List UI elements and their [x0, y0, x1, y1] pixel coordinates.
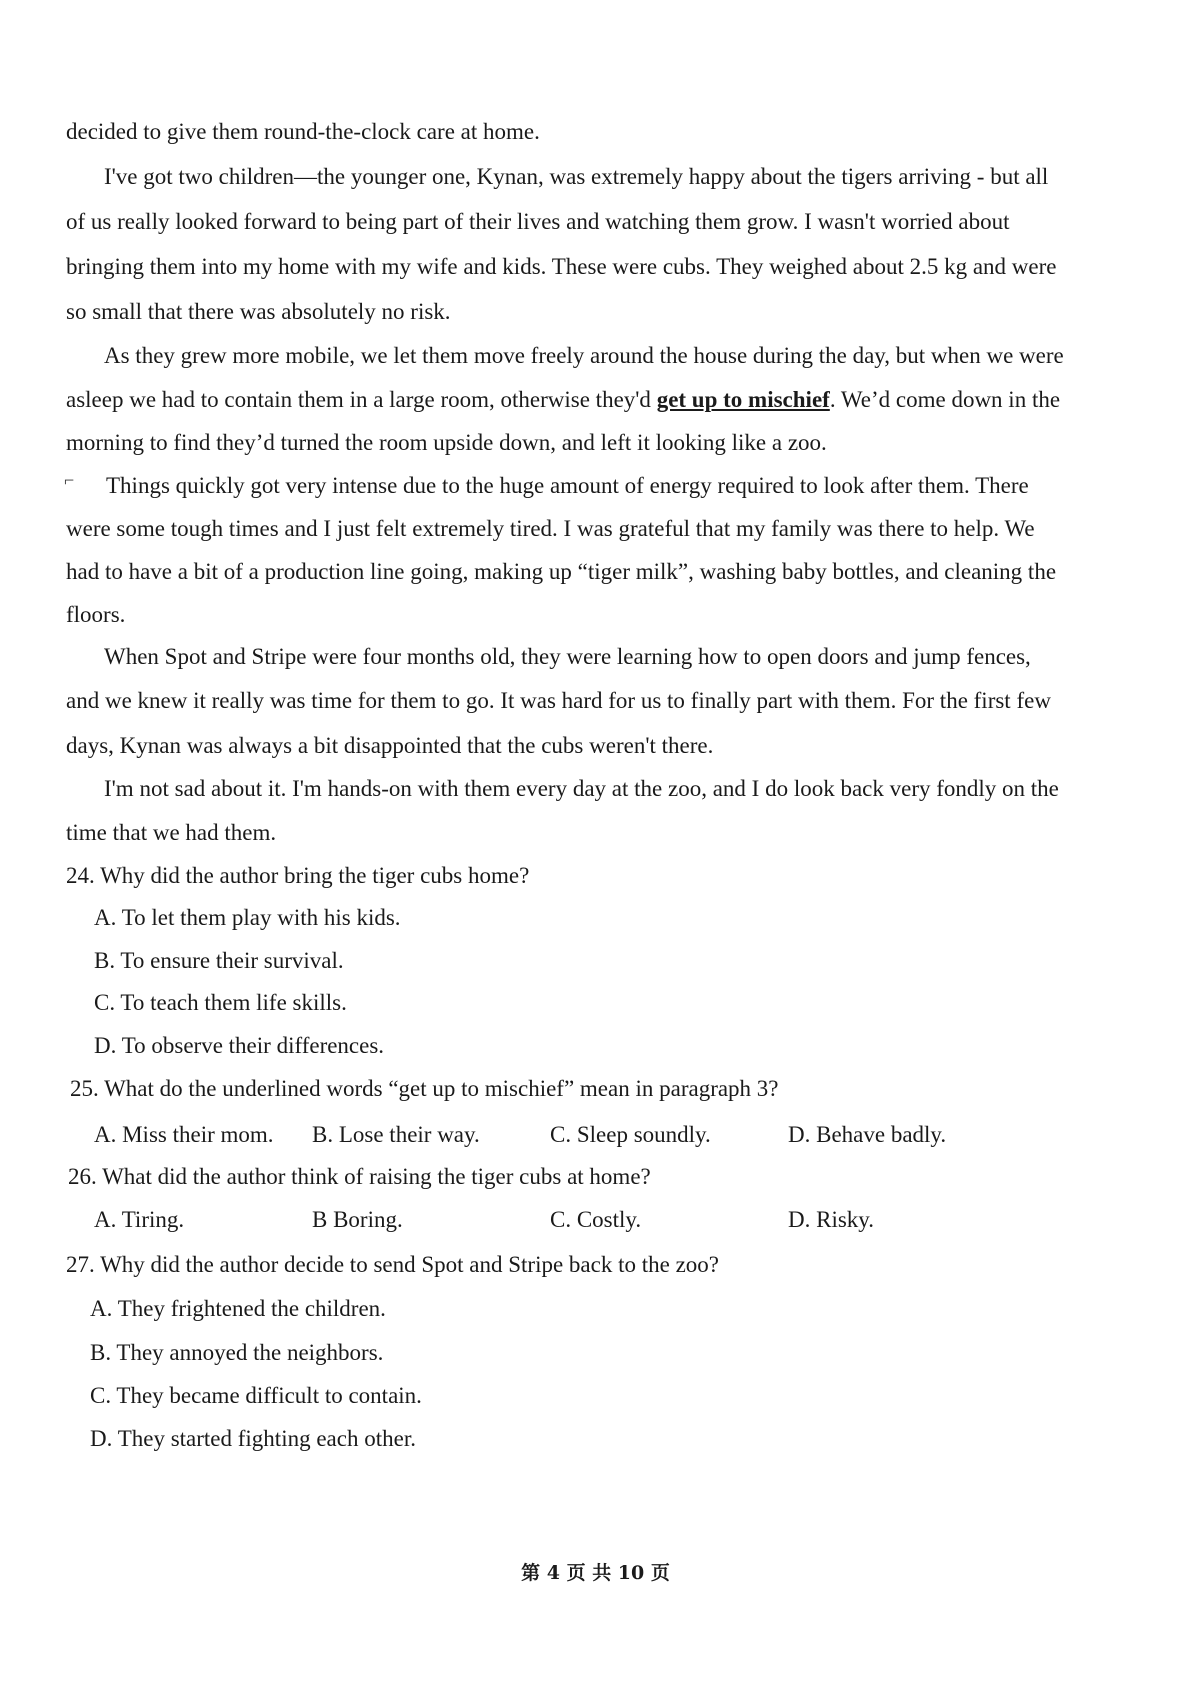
question-25-option-c: C. Sleep soundly.: [550, 1122, 711, 1147]
question-26-option-d: D. Risky.: [788, 1207, 875, 1232]
question-25-stem: 25. What do the underlined words “get up to mischief” mean in paragraph 3?: [70, 1076, 779, 1101]
question-24-option-a: A. To let them play with his kids.: [94, 905, 401, 930]
question-27-stem: 27. Why did the author decide to send Spot and Stripe back to the zoo?: [66, 1252, 720, 1277]
passage-line-7-start: asleep we had to contain them in a large room, otherwise they'd: [66, 387, 657, 412]
question-25-option-d: D. Behave badly.: [788, 1122, 947, 1147]
passage-line-8: morning to find they’d turned the room upside down, and left it looking like a zoo.: [66, 430, 827, 455]
passage-line-13: When Spot and Stripe were four months old, they were learning how to open doors and jump fences,: [104, 644, 1031, 669]
passage-line-2: I've got two children—the younger one, Kynan, was extremely happy about the tigers arriving - but all: [104, 164, 1049, 189]
passage-line-6: As they grew more mobile, we let them move freely around the house during the day, but when we were: [104, 343, 1064, 368]
question-27-option-b: B. They annoyed the neighbors.: [90, 1340, 384, 1365]
question-24-option-c: C. To teach them life skills.: [94, 990, 347, 1015]
passage-line-17: time that we had them.: [66, 820, 277, 845]
question-27-option-d: D. They started fighting each other.: [90, 1426, 416, 1451]
underlined-phrase: get up to mischief: [656, 387, 830, 412]
question-25-option-a: A. Miss their mom.: [94, 1122, 274, 1147]
passage-line-5: so small that there was absolutely no risk.: [66, 299, 451, 324]
question-26-stem: 26. What did the author think of raising the tiger cubs at home?: [68, 1164, 651, 1189]
page-number-footer: 第 4 页 共 10 页: [521, 1562, 670, 1584]
passage-line-10: were some tough times and I just felt extremely tired. I was grateful that my family was there to help. We: [66, 516, 1035, 541]
pen-mark: ⌐: [64, 470, 75, 490]
question-24-stem: 24. Why did the author bring the tiger cubs home?: [66, 863, 530, 888]
passage-line-1: decided to give them round-the-clock care at home.: [66, 119, 540, 144]
question-27-option-c: C. They became difficult to contain.: [90, 1383, 422, 1408]
question-24-option-d: D. To observe their differences.: [94, 1033, 385, 1058]
passage-line-7-end: . We’d come down in the: [829, 387, 1061, 412]
passage-line-15: days, Kynan was always a bit disappointed that the cubs weren't there.: [66, 733, 714, 758]
passage-line-7: [66, 385, 1060, 415]
question-25-option-b: B. Lose their way.: [312, 1122, 480, 1147]
passage-line-3: of us really looked forward to being part of their lives and watching them grow. I wasn't worried about: [66, 209, 1010, 234]
question-27-option-a: A. They frightened the children.: [90, 1296, 386, 1321]
passage-line-4: bringing them into my home with my wife and kids. These were cubs. They weighed about 2.5 kg and were: [66, 254, 1057, 279]
passage-line-16: I'm not sad about it. I'm hands-on with them every day at the zoo, and I do look back very fondly on the: [104, 776, 1059, 801]
passage-line-9: Things quickly got very intense due to the huge amount of energy required to look after them. There: [106, 473, 1029, 498]
question-24-option-b: B. To ensure their survival.: [94, 948, 344, 973]
passage-line-12: floors.: [66, 602, 126, 627]
passage-line-11: had to have a bit of a production line going, making up “tiger milk”, washing baby bottles, and cleaning the: [66, 559, 1057, 584]
question-26-option-c: C. Costly.: [550, 1207, 642, 1232]
question-26-option-b: B Boring.: [312, 1207, 403, 1232]
question-26-option-a: A. Tiring.: [94, 1207, 185, 1232]
passage-line-14: and we knew it really was time for them to go. It was hard for us to finally part with them. For the first few: [66, 688, 1051, 713]
